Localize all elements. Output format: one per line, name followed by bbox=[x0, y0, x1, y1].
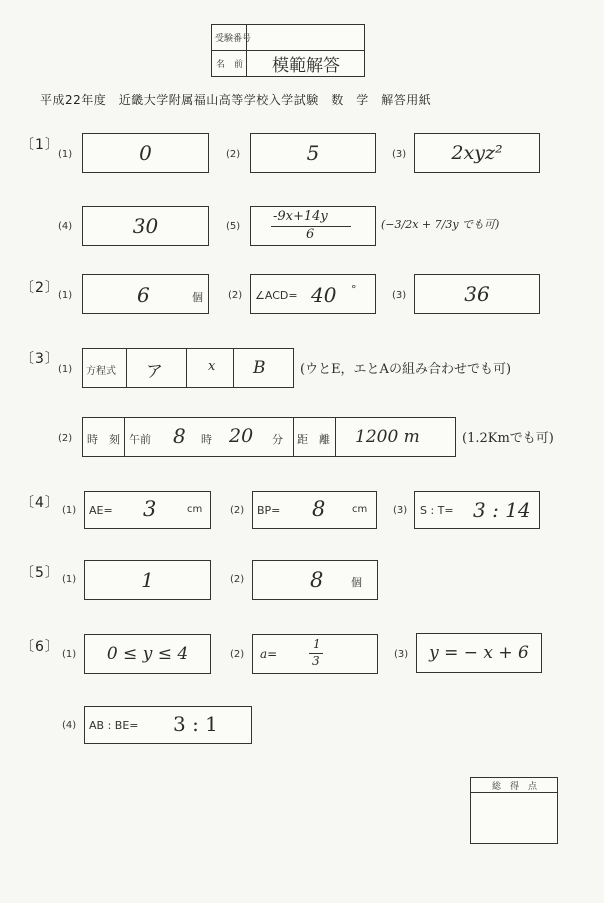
q6-1-answer: 0 ≤ y ≤ 4 bbox=[106, 644, 189, 664]
q3-1-divider-3 bbox=[233, 349, 234, 387]
q5-2-answer-box bbox=[252, 560, 378, 600]
q2-1-unit: 個 bbox=[192, 291, 203, 304]
q4-3-prefix: S : T= bbox=[420, 504, 454, 517]
q1-1-answer-box bbox=[82, 133, 209, 173]
q6-2-denominator: 3 bbox=[312, 654, 320, 668]
q4-2-number: (2) bbox=[230, 505, 245, 516]
q3-1-divider-2 bbox=[186, 349, 187, 387]
q1-2-number: (2) bbox=[226, 149, 241, 160]
total-score-divider bbox=[470, 792, 558, 793]
q3-2-divider-1 bbox=[124, 418, 125, 456]
q3-2-note: (1.2Kmでも可) bbox=[462, 431, 554, 446]
q3-1-answer-a: ア bbox=[146, 362, 163, 382]
q6-4-number: (4) bbox=[62, 720, 77, 731]
q1-4-answer-box bbox=[82, 206, 209, 246]
q2-3-answer-box bbox=[414, 274, 540, 314]
q2-3-number: (3) bbox=[392, 290, 407, 301]
page-title: 平成22年度 近畿大学附属福山高等学校入学試験 数 学 解答用紙 bbox=[40, 93, 432, 107]
section-6-label: 〔6〕 bbox=[20, 639, 60, 655]
q1-5-answer-box bbox=[250, 206, 376, 246]
section-2-label: 〔2〕 bbox=[20, 280, 60, 296]
q1-3-answer: 2xyz² bbox=[451, 142, 503, 164]
q3-2-divider-2 bbox=[293, 418, 294, 456]
q6-1-number: (1) bbox=[62, 649, 77, 660]
q3-2-number: (2) bbox=[58, 433, 73, 444]
q4-2-prefix: BP= bbox=[257, 504, 281, 517]
total-score-label: 総 得 点 bbox=[492, 782, 538, 792]
q6-2-numerator: 1 bbox=[313, 637, 321, 651]
q3-2-answer-box bbox=[82, 417, 456, 457]
q3-2-am-label: 午前 bbox=[129, 433, 151, 446]
q1-1-number: (1) bbox=[58, 149, 73, 160]
q1-5-note: (−3/2x + 7/3y でも可) bbox=[381, 218, 500, 231]
q6-1-answer-box bbox=[84, 634, 211, 674]
q2-3-answer: 36 bbox=[464, 282, 490, 306]
q3-2-distance: 1200 m bbox=[355, 427, 420, 447]
q3-1-divider-1 bbox=[126, 349, 127, 387]
q3-1-note: (ウとE，エとAの組み合わせでも可) bbox=[300, 362, 512, 377]
section-3-label: 〔3〕 bbox=[20, 351, 60, 367]
q6-3-answer: y = − x + 6 bbox=[429, 643, 529, 663]
q2-2-prefix: ∠ACD= bbox=[255, 289, 298, 302]
q4-1-number: (1) bbox=[62, 505, 77, 516]
q5-2-answer: 8 bbox=[310, 568, 324, 592]
q3-2-time-label: 時 刻 bbox=[87, 433, 120, 446]
q4-2-answer-box bbox=[252, 491, 377, 529]
q3-1-answer-box bbox=[82, 348, 294, 388]
q1-4-answer: 30 bbox=[132, 214, 159, 238]
q1-2-answer: 5 bbox=[306, 141, 320, 165]
q3-2-divider-3 bbox=[335, 418, 336, 456]
q5-2-number: (2) bbox=[230, 574, 245, 585]
q5-2-unit: 個 bbox=[351, 576, 362, 589]
q2-1-answer: 6 bbox=[137, 283, 150, 307]
q6-2-answer-box bbox=[252, 634, 378, 674]
q2-1-number: (1) bbox=[58, 290, 73, 301]
q3-2-hour-unit: 時 bbox=[201, 433, 212, 446]
q4-3-answer-box bbox=[414, 491, 540, 529]
q3-2-hour: 8 bbox=[173, 424, 186, 448]
q6-4-prefix: AB : BE= bbox=[89, 719, 139, 732]
q1-2-answer-box bbox=[250, 133, 376, 173]
q6-2-number: (2) bbox=[230, 649, 245, 660]
q4-1-unit: cm bbox=[187, 504, 203, 515]
q3-1-answer-b: B bbox=[253, 358, 266, 378]
q1-1-answer: 0 bbox=[139, 141, 152, 165]
q6-4-answer-box bbox=[84, 706, 252, 744]
section-4-label: 〔4〕 bbox=[20, 495, 60, 511]
section-5-label: 〔5〕 bbox=[20, 565, 60, 581]
q1-5-numerator: -9x+14y bbox=[273, 209, 328, 224]
q3-2-distance-label: 距 離 bbox=[297, 433, 330, 446]
q4-3-answer: 3 : 14 bbox=[473, 498, 531, 522]
q1-3-number: (3) bbox=[392, 149, 407, 160]
q1-5-denominator: 6 bbox=[306, 227, 315, 242]
q3-1-prefix: 方程式 bbox=[86, 366, 116, 377]
name-value: 模範解答 bbox=[272, 56, 340, 76]
q4-1-answer: 3 bbox=[143, 497, 157, 521]
q3-2-minute-unit: 分 bbox=[272, 433, 283, 446]
q1-4-number: (4) bbox=[58, 221, 73, 232]
q6-2-prefix: a= bbox=[260, 647, 278, 661]
q2-2-number: (2) bbox=[228, 290, 243, 301]
q5-1-number: (1) bbox=[62, 574, 77, 585]
q6-4-answer: 3 : 1 bbox=[173, 712, 218, 736]
q4-2-answer: 8 bbox=[312, 497, 326, 521]
q6-3-answer-box bbox=[416, 633, 542, 673]
q4-3-number: (3) bbox=[393, 505, 408, 516]
q2-2-answer-box bbox=[250, 274, 376, 314]
q4-1-prefix: AE= bbox=[89, 504, 113, 517]
q1-5-number: (5) bbox=[226, 221, 241, 232]
q3-2-minute: 20 bbox=[229, 425, 254, 447]
q2-2-unit: ° bbox=[351, 283, 357, 296]
exam-number-label: 受験番号 bbox=[215, 34, 252, 44]
q5-1-answer-box bbox=[84, 560, 211, 600]
q2-1-answer-box bbox=[82, 274, 209, 314]
q2-2-answer: 40 bbox=[311, 283, 337, 307]
section-1-label: 〔1〕 bbox=[20, 137, 60, 153]
name-label: 名 前 bbox=[216, 60, 244, 70]
q4-1-answer-box bbox=[84, 491, 211, 529]
q3-1-variable: x bbox=[208, 359, 216, 374]
q4-2-unit: cm bbox=[352, 504, 368, 515]
q3-1-number: (1) bbox=[58, 364, 73, 375]
q5-1-answer: 1 bbox=[141, 568, 154, 592]
q6-3-number: (3) bbox=[394, 649, 409, 660]
q1-3-answer-box bbox=[414, 133, 540, 173]
